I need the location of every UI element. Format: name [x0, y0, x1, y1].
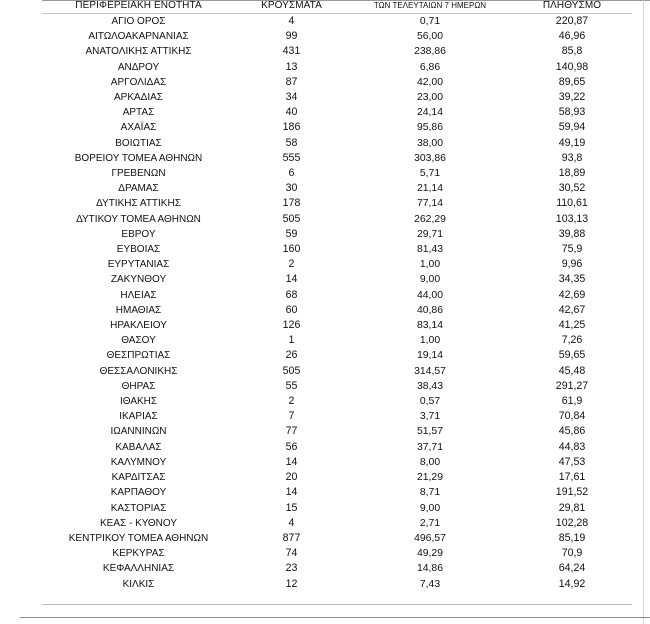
cell-regional-unit: ΚΑΒΑΛΑΣ — [115, 441, 162, 453]
cell-population: 45,48 — [558, 364, 586, 377]
cell-population: 89,65 — [558, 75, 586, 88]
table-row — [42, 14, 632, 30]
cell-cases: 68 — [285, 288, 298, 301]
header-regional-unit: ΠΕΡΙΦΕΡΕΙΑΚΗ ΕΝΟΤΗΤΑ — [42, 0, 235, 14]
table-row — [42, 105, 632, 120]
cell-cases: 877 — [282, 531, 301, 544]
header-cases: ΚΡΟΥΣΜΑΤΑ — [235, 0, 348, 14]
cell-regional-unit: ΗΛΕΙΑΣ — [120, 289, 157, 301]
cell-cases: 40 — [285, 106, 298, 119]
cell-cases: 15 — [285, 501, 298, 514]
cell-last-7-days: 1,00 — [419, 259, 441, 271]
cell-regional-unit: ΕΥΡΥΤΑΝΙΑΣ — [107, 259, 170, 271]
table-row — [42, 485, 632, 500]
cell-last-7-days: 3,71 — [419, 411, 441, 423]
table-row — [42, 151, 632, 166]
cell-cases: 99 — [285, 30, 298, 43]
cell-regional-unit: ΚΙΛΚΙΣ — [122, 578, 155, 590]
cell-population: 47,53 — [558, 455, 586, 468]
cell-cases: 77 — [285, 425, 298, 438]
cell-last-7-days: 262,29 — [414, 213, 446, 225]
page-edge — [643, 0, 644, 624]
cell-cases: 14 — [285, 455, 298, 468]
cell-last-7-days: 0,71 — [419, 16, 441, 27]
table-row — [42, 196, 632, 211]
cell-regional-unit: ΚΕΝΤΡΙΚΟΥ ΤΟΜΕΑ ΑΘΗΝΩΝ — [68, 532, 209, 544]
table-end-rule — [42, 604, 632, 605]
table-row — [42, 455, 632, 470]
cell-population: 14,92 — [558, 577, 586, 590]
table-row — [42, 181, 632, 196]
cell-cases: 56 — [285, 440, 298, 453]
cases-table-container — [42, 0, 632, 592]
table-row — [42, 561, 632, 576]
cell-population: 42,67 — [558, 303, 586, 316]
cell-regional-unit: ΔΡΑΜΑΣ — [118, 183, 159, 195]
table-row — [42, 577, 632, 592]
cell-regional-unit: ΓΡΕΒΕΝΩΝ — [111, 168, 166, 180]
cell-regional-unit: ΑΓΙΟ ΟΡΟΣ — [111, 16, 166, 27]
cell-population: 39,22 — [558, 91, 586, 104]
cell-cases: 2 — [288, 258, 295, 271]
cell-last-7-days: 81,43 — [416, 244, 443, 256]
cell-population: 103,13 — [555, 212, 589, 225]
cell-regional-unit: ΚΑΡΔΙΤΣΑΣ — [111, 472, 166, 484]
cell-population: 191,52 — [555, 486, 589, 499]
cell-regional-unit: ΖΑΚΥΝΘΟΥ — [110, 274, 167, 286]
table-row — [42, 242, 632, 257]
cell-regional-unit: ΚΑΣΤΟΡΙΑΣ — [110, 502, 167, 514]
cell-cases: 505 — [282, 212, 301, 225]
cell-regional-unit: ΚΕΡΚΥΡΑΣ — [112, 548, 165, 560]
cell-population: 291,27 — [555, 379, 589, 392]
header-last-7-days: ΤΩΝ ΤΕΛΕΥΤΑΙΩΝ 7 ΗΜΕΡΩΝ — [348, 0, 512, 14]
bottom-rule — [20, 617, 650, 618]
cell-cases: 26 — [285, 349, 298, 362]
cell-regional-unit: ΗΜΑΘΙΑΣ — [115, 304, 162, 316]
table-row — [42, 44, 632, 59]
cell-last-7-days: 56,00 — [416, 31, 443, 43]
cell-regional-unit: ΙΘΑΚΗΣ — [119, 396, 158, 408]
cell-last-7-days: 51,57 — [416, 426, 443, 438]
cell-last-7-days: 303,86 — [414, 152, 446, 164]
cell-last-7-days: 21,14 — [416, 183, 443, 195]
cell-regional-unit: ΙΩΑΝΝΙΝΩΝ — [110, 426, 167, 438]
table-row — [42, 546, 632, 561]
cell-regional-unit: ΑΡΚΑΔΙΑΣ — [114, 92, 163, 104]
cell-last-7-days: 8,00 — [419, 456, 441, 468]
cell-cases: 55 — [285, 379, 298, 392]
cell-regional-unit: ΑΙΤΩΛΟΑΚΑΡΝΑΝΙΑΣ — [88, 31, 189, 43]
cell-cases: 160 — [282, 243, 301, 256]
cell-population: 30,52 — [558, 182, 586, 195]
cell-cases: 2 — [288, 395, 295, 408]
cell-population: 85,19 — [558, 531, 586, 544]
cell-last-7-days: 496,57 — [414, 532, 446, 544]
cell-last-7-days: 29,71 — [416, 228, 443, 240]
cell-cases: 12 — [285, 577, 298, 590]
cell-last-7-days: 24,14 — [416, 107, 443, 119]
cell-cases: 34 — [285, 91, 298, 104]
table-row — [42, 409, 632, 424]
table-row — [42, 75, 632, 90]
table-row — [42, 348, 632, 363]
cell-population: 70,84 — [558, 410, 586, 423]
cell-cases: 60 — [285, 303, 298, 316]
table-row — [42, 318, 632, 333]
cell-regional-unit: ΔΥΤΙΚΟΥ ΤΟΜΕΑ ΑΘΗΝΩΝ — [76, 213, 201, 225]
cell-population: 75,9 — [561, 243, 583, 256]
cell-regional-unit: ΕΒΡΟΥ — [121, 228, 156, 240]
cell-cases: 58 — [285, 136, 298, 149]
cell-last-7-days: 314,57 — [414, 365, 446, 377]
cell-population: 59,65 — [558, 349, 586, 362]
table-row — [42, 227, 632, 242]
table-row — [42, 257, 632, 272]
cell-population: 45,86 — [558, 425, 586, 438]
cell-cases: 505 — [282, 364, 301, 377]
cell-population: 70,9 — [561, 547, 583, 560]
cell-regional-unit: ΗΡΑΚΛΕΙΟΥ — [110, 320, 167, 332]
cell-last-7-days: 40,86 — [416, 304, 443, 316]
cell-population: 34,35 — [558, 273, 586, 286]
cell-last-7-days: 9,00 — [419, 502, 441, 514]
cell-cases: 186 — [282, 121, 301, 134]
cell-last-7-days: 95,86 — [416, 122, 443, 134]
cell-cases: 4 — [288, 15, 295, 27]
cell-last-7-days: 7,43 — [419, 578, 441, 590]
table-row — [42, 120, 632, 135]
cell-population: 46,96 — [558, 30, 586, 43]
cell-cases: 555 — [282, 151, 301, 164]
cell-cases: 431 — [282, 45, 301, 58]
table-body — [42, 14, 632, 592]
cell-cases: 14 — [285, 273, 298, 286]
cell-cases: 4 — [288, 516, 295, 529]
cell-last-7-days: 2,71 — [419, 517, 441, 529]
cell-population: 93,8 — [561, 151, 583, 164]
cell-regional-unit: ΘΕΣΣΑΛΟΝΙΚΗΣ — [99, 365, 178, 377]
cell-population: 64,24 — [558, 562, 586, 575]
cell-last-7-days: 23,00 — [416, 92, 443, 104]
cell-last-7-days: 0,57 — [419, 396, 441, 408]
cell-cases: 1 — [288, 334, 295, 347]
cell-population: 41,25 — [558, 319, 586, 332]
cell-last-7-days: 83,14 — [416, 320, 443, 332]
table-row — [42, 364, 632, 379]
cell-population: 18,89 — [558, 167, 586, 180]
cell-cases: 20 — [285, 471, 298, 484]
cell-population: 17,61 — [558, 471, 586, 484]
table-header — [42, 0, 632, 14]
cell-regional-unit: ΚΑΛΥΜΝΟΥ — [110, 456, 167, 468]
cell-population: 59,94 — [558, 121, 586, 134]
cell-last-7-days: 19,14 — [416, 350, 443, 362]
cell-last-7-days: 37,71 — [416, 441, 443, 453]
cell-last-7-days: 8,71 — [419, 487, 441, 499]
cell-cases: 7 — [288, 410, 295, 423]
cell-last-7-days: 38,43 — [416, 380, 443, 392]
cell-population: 39,88 — [558, 227, 586, 240]
cell-cases: 30 — [285, 182, 298, 195]
cell-regional-unit: ΑΧΑΪΑΣ — [120, 122, 157, 134]
table-row — [42, 333, 632, 348]
cell-last-7-days: 14,86 — [416, 563, 443, 575]
header-row — [42, 0, 632, 14]
cell-regional-unit: ΑΝΑΤΟΛΙΚΗΣ ΑΤΤΙΚΗΣ — [85, 46, 192, 58]
cell-last-7-days: 49,29 — [416, 548, 443, 560]
table-row — [42, 516, 632, 531]
cell-regional-unit: ΑΡΤΑΣ — [122, 107, 155, 119]
table-row — [42, 29, 632, 44]
cell-population: 110,61 — [556, 197, 588, 210]
cell-last-7-days: 42,00 — [416, 76, 443, 88]
header-population: ΠΛΗΘΥΣΜΟ — [512, 0, 632, 14]
cell-population: 42,69 — [558, 288, 586, 301]
cell-regional-unit: ΙΚΑΡΙΑΣ — [119, 411, 158, 423]
cell-cases: 23 — [285, 562, 298, 575]
cell-regional-unit: ΘΗΡΑΣ — [121, 380, 156, 392]
cell-cases: 13 — [285, 60, 298, 73]
cell-cases: 126 — [282, 319, 301, 332]
cell-regional-unit: ΒΟΙΩΤΙΑΣ — [115, 137, 162, 149]
cell-regional-unit: ΔΥΤΙΚΗΣ ΑΤΤΙΚΗΣ — [96, 198, 181, 210]
cell-last-7-days: 5,71 — [419, 168, 441, 180]
table-row — [42, 303, 632, 318]
cell-population: 49,19 — [558, 136, 586, 149]
cell-regional-unit: ΚΑΡΠΑΘΟΥ — [110, 487, 167, 499]
cell-population: 140,98 — [555, 60, 589, 73]
cell-regional-unit: ΘΑΣΟΥ — [121, 335, 156, 347]
cell-cases: 87 — [285, 75, 298, 88]
cell-cases: 6 — [288, 167, 295, 180]
table-row — [42, 501, 632, 516]
regional-cases-table — [42, 0, 632, 592]
cell-population: 85,8 — [561, 45, 583, 58]
cell-population: 102,28 — [555, 516, 589, 529]
table-row — [42, 272, 632, 287]
cell-regional-unit: ΘΕΣΠΡΩΤΙΑΣ — [106, 350, 171, 362]
cell-regional-unit: ΑΝΔΡΟΥ — [117, 61, 160, 73]
table-row — [42, 470, 632, 485]
table-row — [42, 531, 632, 546]
cell-population: 9,96 — [561, 258, 583, 271]
cell-regional-unit: ΕΥΒΟΙΑΣ — [116, 244, 161, 256]
cell-regional-unit: ΑΡΓΟΛΙΔΑΣ — [110, 76, 167, 88]
cell-last-7-days: 9,00 — [419, 274, 441, 286]
cell-last-7-days: 38,00 — [416, 137, 443, 149]
cell-last-7-days: 44,00 — [416, 289, 443, 301]
table-row — [42, 424, 632, 439]
table-row — [42, 212, 632, 227]
table-row — [42, 288, 632, 303]
cell-last-7-days: 1,00 — [419, 335, 441, 347]
table-row — [42, 136, 632, 151]
cell-cases: 14 — [285, 486, 298, 499]
cell-last-7-days: 21,29 — [416, 472, 443, 484]
cell-last-7-days: 77,14 — [416, 198, 443, 210]
cell-regional-unit: ΚΕΦΑΛΛΗΝΙΑΣ — [102, 563, 175, 575]
cell-population: 44,83 — [558, 440, 586, 453]
table-row — [42, 394, 632, 409]
cell-population: 7,26 — [561, 334, 583, 347]
cell-population: 29,81 — [558, 501, 586, 514]
cell-regional-unit: ΚΕΑΣ - ΚΥΘΝΟΥ — [100, 517, 177, 529]
cell-cases: 74 — [285, 547, 298, 560]
cell-population: 61,9 — [561, 395, 583, 408]
table-row — [42, 60, 632, 75]
cell-cases: 178 — [282, 197, 301, 210]
table-row — [42, 90, 632, 105]
cell-last-7-days: 238,86 — [414, 46, 446, 58]
cell-cases: 59 — [285, 227, 298, 240]
cell-regional-unit: ΒΟΡΕΙΟΥ ΤΟΜΕΑ ΑΘΗΝΩΝ — [74, 152, 203, 164]
cell-last-7-days: 6,86 — [419, 61, 441, 73]
cell-population: 220,87 — [555, 15, 589, 27]
table-row — [42, 166, 632, 181]
table-row — [42, 440, 632, 455]
table-row — [42, 379, 632, 394]
cell-population: 58,93 — [558, 106, 586, 119]
